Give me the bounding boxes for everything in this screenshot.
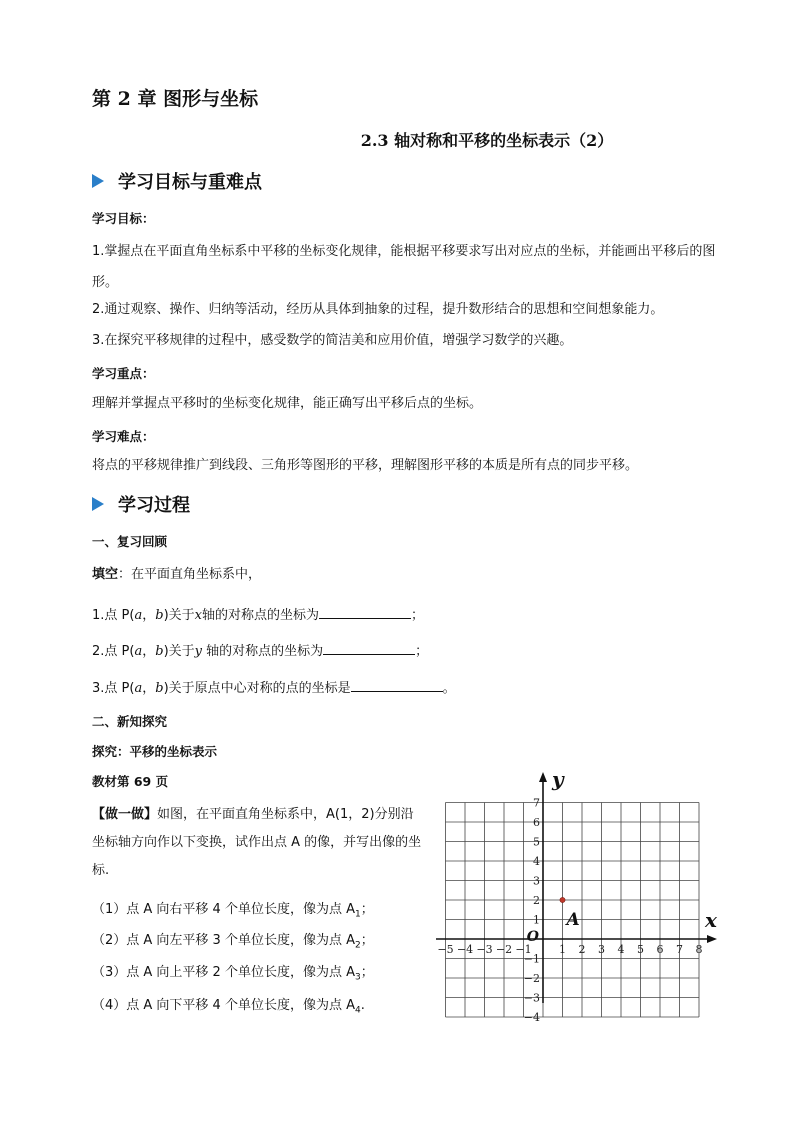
fill-intro-bold: 填空	[92, 567, 119, 582]
answer-blank[interactable]	[319, 604, 411, 619]
doit-item-end: ；	[360, 933, 374, 948]
section-title: 2.3 轴对称和平移的坐标表示（2）	[360, 131, 614, 150]
x-axis-name: x	[705, 908, 717, 932]
y-axis-name: y	[552, 768, 564, 791]
review-text: ，	[142, 644, 156, 659]
review-text: ，	[142, 608, 156, 623]
x-tick-label: −2	[495, 943, 513, 956]
doit-item-sub: 1	[355, 909, 361, 920]
doit-item-4	[92, 994, 365, 1016]
review-text: 2.点 P(	[92, 644, 135, 659]
review-text: 1.点 P(	[92, 608, 135, 623]
coordinate-grid	[428, 768, 728, 1040]
y-tick-label: 1	[533, 913, 540, 927]
var-b: b	[155, 644, 164, 659]
doit-item-1	[92, 898, 374, 920]
explore-label: 探究：平移的坐标表示	[92, 744, 218, 759]
var-a: a	[134, 608, 143, 623]
x-tick-label: −3	[476, 943, 493, 956]
point-a-label: A	[566, 910, 580, 930]
answer-blank[interactable]	[351, 677, 443, 692]
review-text: ；	[415, 644, 429, 659]
review-label: 一、复习回顾	[92, 534, 168, 549]
fill-intro-rest: ：在平面直角坐标系中，	[118, 567, 262, 582]
y-tick-label: 5	[533, 835, 540, 849]
doit-item-end: ；	[360, 902, 374, 917]
review-text: 轴的对称点的坐标为	[202, 644, 324, 659]
var-b: b	[155, 681, 164, 696]
goals-heading	[92, 168, 262, 194]
var-a: a	[134, 681, 143, 696]
process-heading	[92, 491, 190, 517]
doit-item-end: .	[360, 998, 365, 1013]
doit-item-sub: 3	[355, 972, 361, 983]
var-axis: x	[194, 608, 202, 623]
doit-item-2	[92, 929, 374, 951]
x-axis-arrow-icon	[707, 935, 717, 943]
textbook-label: 教材第 69 页	[92, 774, 169, 789]
y-tick-label: 2	[533, 894, 540, 907]
review-text: ；	[411, 608, 425, 623]
doit-item-sub: 4	[355, 1005, 361, 1016]
review-item-3	[92, 677, 456, 696]
triangle-bullet-icon	[92, 497, 104, 511]
y-tick-label: −3	[523, 991, 540, 1005]
triangle-bullet-icon	[92, 174, 104, 188]
review-text: )关于	[163, 644, 195, 659]
doit-bracket: 【做一做】	[92, 807, 158, 822]
x-tick-label: 2	[578, 943, 586, 956]
x-tick-label: 8	[695, 943, 703, 956]
y-tick-label: −2	[523, 972, 540, 985]
y-tick-label: 3	[533, 874, 540, 888]
x-tick-label: 3	[598, 943, 605, 956]
x-tick-label: 7	[676, 943, 683, 956]
doit-text: 如图，在平面直角坐标系中，A(1，2)分别沿坐标轴方向作以下变换，试作出点 A 的像，并写出像的坐标.	[92, 807, 422, 878]
review-item-2	[92, 640, 428, 659]
doit-item-sub: 2	[355, 940, 361, 951]
y-tick-label: 6	[533, 816, 540, 829]
x-tick-label: 6	[656, 943, 664, 956]
doit-item-text: （4）点 A 向下平移 4 个单位长度，像为点 A	[92, 998, 355, 1013]
answer-blank[interactable]	[323, 640, 415, 655]
fill-intro	[92, 563, 261, 582]
new-label: 二、新知探究	[92, 714, 168, 729]
process-heading-text: 学习过程	[118, 495, 190, 516]
difficulty-text: 将点的平移规律推广到线段、三角形等图形的平移，理解图形平移的本质是所有点的同步平移。	[92, 458, 639, 473]
x-tick-label: −1	[515, 943, 532, 956]
goals-label: 学习目标：	[92, 211, 155, 226]
x-tick-label: −5	[437, 943, 454, 956]
goals-heading-text: 学习目标与重难点	[118, 172, 262, 193]
origin-label: O	[526, 929, 539, 945]
review-text: 轴的对称点的坐标为	[201, 608, 319, 623]
y-axis-arrow-icon	[539, 772, 547, 782]
point-a-marker	[560, 897, 565, 902]
review-text: 。	[442, 681, 456, 696]
key-text: 理解并掌握点平移时的坐标变化规律，能正确写出平移后点的坐标。	[92, 396, 483, 411]
goal-3: 3.在探究平移规律的过程中，感受数学的简洁美和应用价值，增强学习数学的兴趣。	[92, 333, 573, 348]
goal-2: 2.通过观察、操作、归纳等活动，经历从具体到抽象的过程，提升数形结合的思想和空间想象能力。	[92, 302, 664, 317]
review-text: )关于原点中心对称的点的坐标是	[163, 681, 351, 696]
doit-item-3	[92, 961, 374, 983]
var-axis: y	[194, 644, 202, 659]
chapter-title: 第 2 章 图形与坐标	[92, 88, 259, 110]
var-a: a	[134, 644, 143, 659]
review-text: )关于	[163, 608, 195, 623]
var-b: b	[155, 608, 164, 623]
doit-item-text: （2）点 A 向左平移 3 个单位长度，像为点 A	[92, 933, 355, 948]
y-tick-label: −1	[523, 952, 540, 966]
y-tick-label: 4	[533, 855, 540, 868]
doit-item-text: （3）点 A 向上平移 2 个单位长度，像为点 A	[92, 965, 355, 980]
y-tick-label: 7	[533, 796, 540, 810]
review-item-1	[92, 604, 424, 623]
difficulty-label: 学习难点：	[92, 429, 155, 444]
goal-1: 1.掌握点在平面直角坐标系中平移的坐标变化规律，能根据平移要求写出对应点的坐标，并能画出平移后的图形。	[92, 244, 716, 290]
doit-paragraph	[92, 801, 426, 885]
doit-item-text: （1）点 A 向右平移 4 个单位长度，像为点 A	[92, 902, 355, 917]
key-label: 学习重点：	[92, 366, 155, 381]
y-tick-label: −4	[523, 1011, 540, 1024]
x-tick-label: 4	[617, 943, 625, 956]
x-tick-label: 1	[559, 943, 566, 956]
review-text: ，	[142, 681, 156, 696]
x-tick-label: −4	[456, 943, 474, 956]
x-tick-label: 5	[637, 943, 644, 956]
doit-item-end: ；	[360, 965, 374, 980]
review-text: 3.点 P(	[92, 681, 135, 696]
